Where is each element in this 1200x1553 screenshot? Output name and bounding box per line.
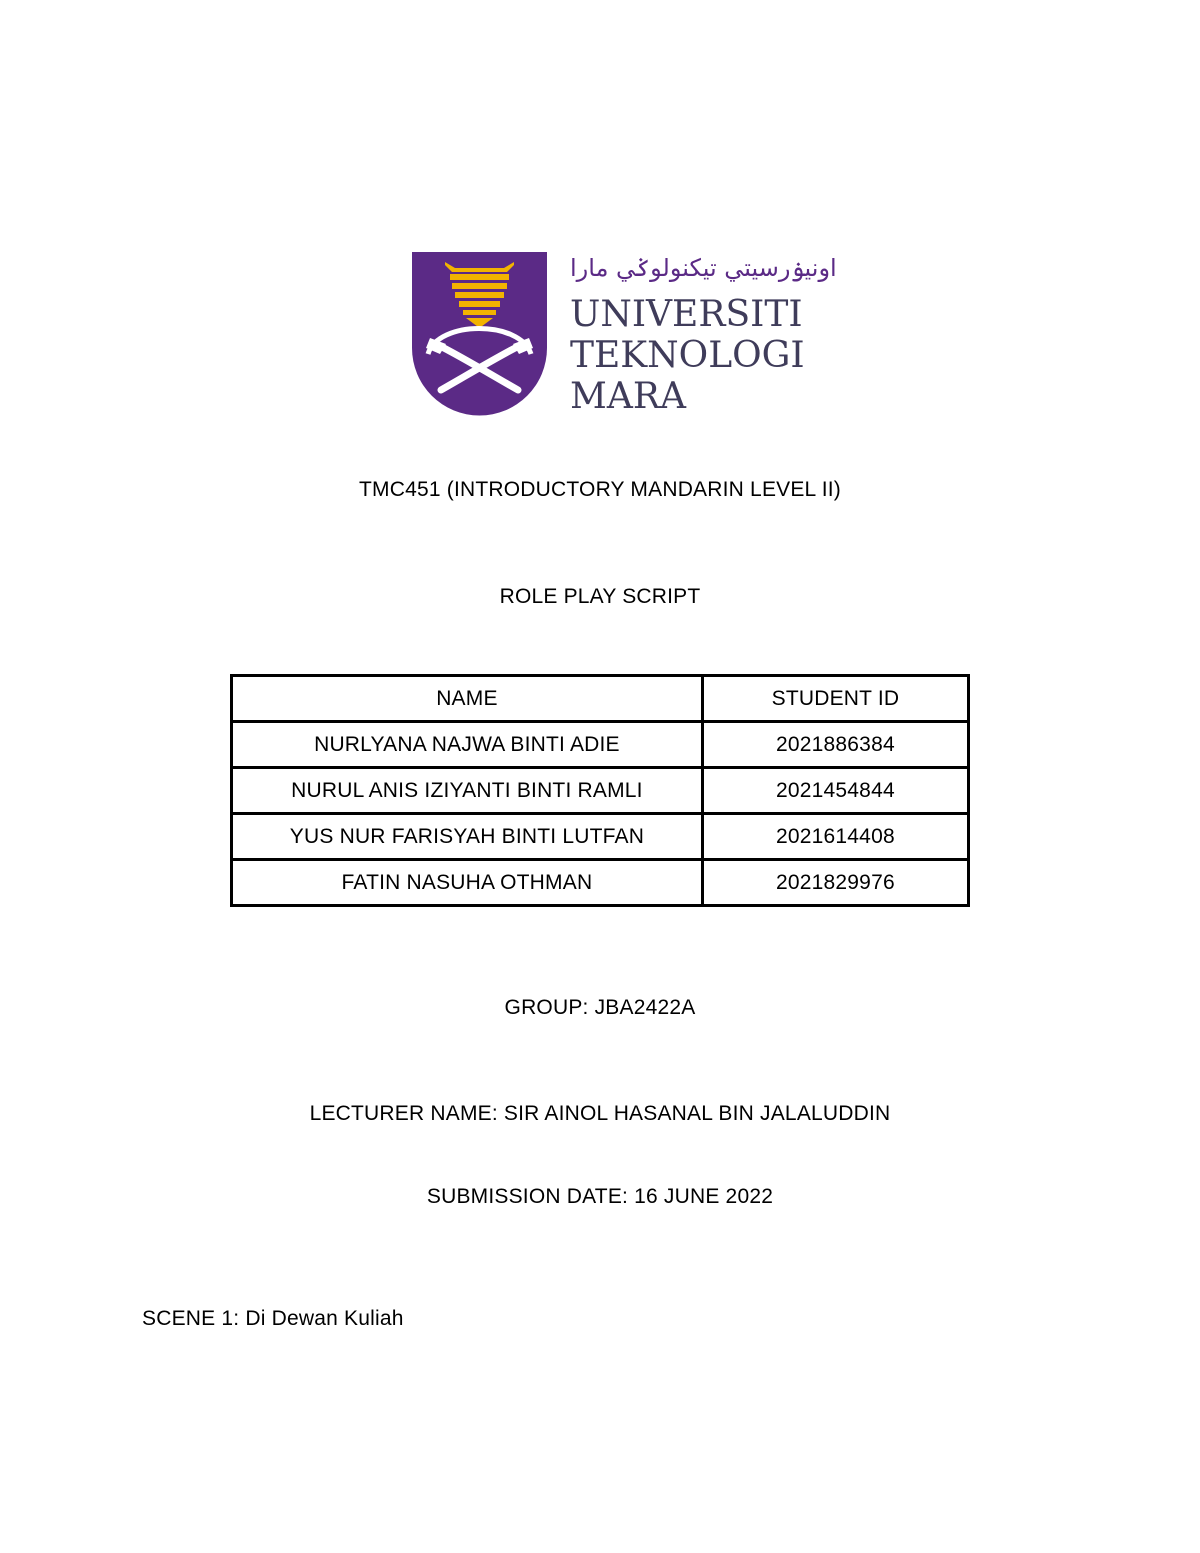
uitm-logo-graphic [410,250,837,420]
table-header-row [232,676,969,722]
table-row [232,722,969,768]
table-row [232,814,969,860]
scene-heading: SCENE 1: Di Dewan Kuliah [142,1307,404,1330]
member-student-id: 2021886384 [702,722,968,768]
member-student-id: 2021454844 [702,768,968,814]
shield-emblem-icon [412,252,547,416]
member-name: NURUL ANIS IZIYANTI BINTI RAMLI [232,768,703,814]
column-header-student-id: STUDENT ID [702,676,968,722]
members-table [230,674,970,907]
member-student-id: 2021614408 [702,814,968,860]
table-row [232,860,969,906]
column-header-name: NAME [232,676,703,722]
member-name: YUS NUR FARISYAH BINTI LUTFAN [232,814,703,860]
submission-date: SUBMISSION DATE: 16 JUNE 2022 [426,1185,774,1208]
university-logo [410,250,837,420]
lecturer-name: LECTURER NAME: SIR AINOL HASANAL BIN JALALUDDIN [309,1102,891,1125]
group-info: GROUP: JBA2422A [504,996,696,1019]
logo-line-universiti: UNIVERSITI [570,294,803,335]
document-type: ROLE PLAY SCRIPT [499,585,701,608]
member-student-id: 2021829976 [702,860,968,906]
logo-line-mara: MARA [570,376,686,417]
jawi-script: اونيۏرسيتي تيكنولوݢي مارا [570,254,837,282]
table-row [232,768,969,814]
logo-line-teknologi: TEKNOLOGI [570,335,805,376]
member-name: NURLYANA NAJWA BINTI ADIE [232,722,703,768]
member-name: FATIN NASUHA OTHMAN [232,860,703,906]
course-title: TMC451 (INTRODUCTORY MANDARIN LEVEL II) [359,478,841,501]
